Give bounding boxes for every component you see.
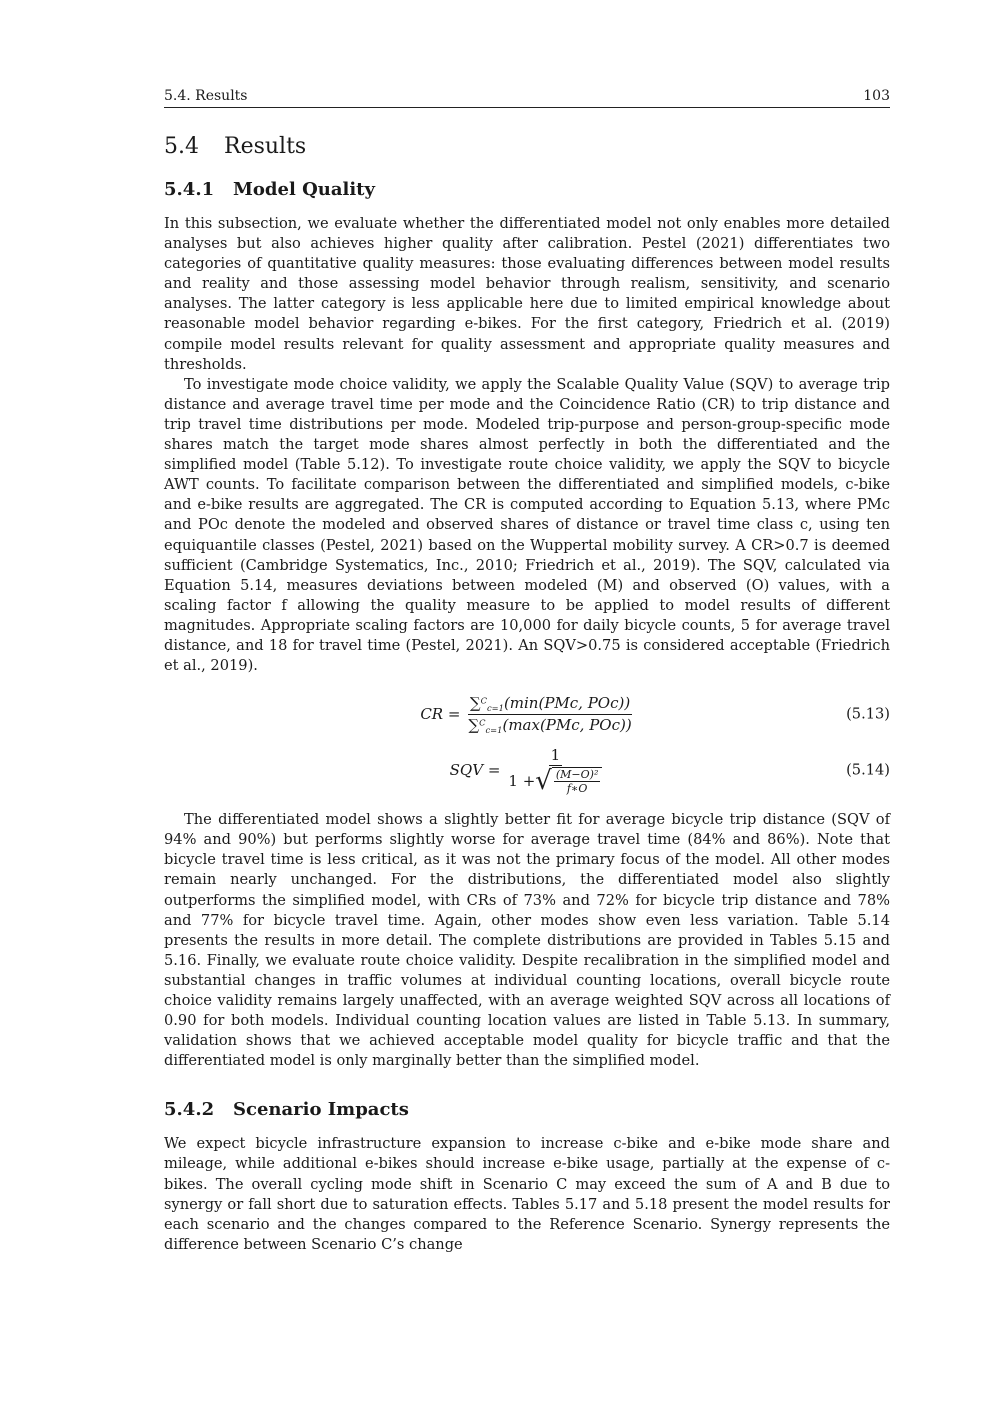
equation-lhs: SQV = (449, 761, 501, 780)
equation-one-plus: 1 + (508, 771, 536, 790)
subsection-heading-scenario-impacts (164, 1099, 890, 1120)
subsection-number: 5.4.1 (164, 179, 215, 200)
running-head (164, 88, 890, 108)
square-root: √ $\frac{\text{(M−O)²}}{f∗O}$ (535, 767, 602, 795)
equation-denominator: (max(PMc, POc)) (502, 715, 632, 734)
section-title: Results (224, 134, 307, 159)
equation-numerator: (min(PMc, POc)) (503, 693, 631, 712)
radicand-denominator: f∗O (566, 781, 588, 795)
equation-fraction: $\frac{\sum^C_{c=1}(\min(PMc, POc))}{\sum^C_{c=1}(\max(PMc, POc))}$ (468, 693, 632, 735)
equation-lhs: CR = (420, 705, 461, 724)
running-head-section: 5.4. Results (164, 88, 248, 104)
equation-fraction (506, 746, 604, 795)
section-heading (164, 134, 890, 159)
page-number: 103 (863, 88, 890, 104)
equation-cr (164, 686, 890, 742)
subsection-title: Model Quality (233, 179, 375, 200)
paragraph: To investigate mode choice validity, we apply the Scalable Quality Value (SQV) to average trip distance and average travel time per mode and the Coincidence Ratio (CR) to trip distance and trip travel time distributions per mode. Modeled trip-purpose and person-group-specific mode shares match the target mode shares almost perfectly in both the differentiated and the simplified model (Table 5.12). To investigate route choice validity, we apply the SQV to bicycle AWT counts. To facilitate comparison between the differentiated and simplified models, c-bike and e-bike results are aggregated. The CR is computed according to Equation 5.13, where PMc and POc denote the modeled and observed shares of distance or travel time class c, using ten equiquantile classes (Pestel, 2021) based on the Wuppertal mobility survey. A CR>0.7 is deemed sufficient (Cambridge Systematics, Inc., 2010; Friedrich et al., 2019). The SQV, calculated via Equation 5.14, measures deviations between modeled (M) and observed (O) values, with a scaling factor f allowing the quality measure to be applied to model results of different magnitudes. Appropriate scaling factors are 10,000 for daily bicycle counts, 5 for average travel distance, and 18 for travel time (Pestel, 2021). An SQV>0.75 is considered acceptable (Friedrich et al., 2019). (164, 375, 890, 675)
section-number: 5.4 (164, 134, 199, 159)
subsection-title: Scenario Impacts (233, 1099, 409, 1121)
subsection-number: 5.4.2 (164, 1099, 215, 1121)
equation-numerator: 1 (550, 745, 561, 764)
subsection-heading-model-quality (164, 179, 890, 200)
equation-sqv (164, 742, 890, 798)
paragraph: The differentiated model shows a slightly better fit for average bicycle trip distance (SQV of 94% and 90%) but performs slightly worse for average travel time (84% and 86%). Note that bicycle travel time is less critical, as it was not the primary focus of the model. All other modes remain nearly unchanged. For the distributions, the differentiated model also slightly outperforms the simplified model, with CRs of 73% and 72% for bicycle trip distance and 78% and 77% for bicycle travel time. Again, other modes show even less variation. Table 5.14 presents the results in more detail. The complete distributions are provided in Tables 5.15 and 5.16. Finally, we evaluate route choice validity. Despite recalibration in the simplified model and substantial changes in traffic volumes at individual counting locations, overall bicycle route choice validity remains largely unaffected, with an average weighted SQV across all locations of 0.90 for both models. Individual counting location values are listed in Table 5.13. In summary, validation shows that we achieved acceptable model quality for bicycle traffic and that the differentiated model is only marginally better than the simplified model. (164, 811, 890, 1070)
sum-upper: C (479, 717, 486, 728)
page (164, 88, 890, 1255)
paragraph: We expect bicycle infrastructure expansion to increase c-bike and e-bike mode share and mileage, while additional e-bikes should increase e-bike usage, partially at the expense of c-bikes. The overall cycling mode shift in Scenario C may exceed the sum of A and B due to synergy or fall short due to saturation effects. Tables 5.17 and 5.18 present the model results for each scenario and the changes compared to the Reference Scenario. Synergy represents the difference between Scenario C’s change (164, 1135, 890, 1253)
paragraph: In this subsection, we evaluate whether the differentiated model not only enables more detailed analyses but also achieves higher quality after calibration. Pestel (2021) differentiates two categories of quantitative quality measures: those evaluating differences between model results and reality and those assessing model behavior through realism, sensitivity, and scenario analyses. The latter category is less applicable here due to limited empirical knowledge about reasonable model behavior regarding e-bikes. For the first category, Friedrich et al. (2019) compile model results relevant for quality assessment and appropriate quality measures and thresholds. (164, 215, 890, 373)
sum-lower: c=1 (485, 724, 503, 735)
equation-number: (5.14) (846, 761, 890, 779)
equation-number: (5.13) (846, 705, 890, 723)
radicand-numerator: (M−O)² (555, 767, 599, 781)
sum-upper: C (480, 695, 487, 706)
sum-lower: c=1 (486, 702, 504, 713)
